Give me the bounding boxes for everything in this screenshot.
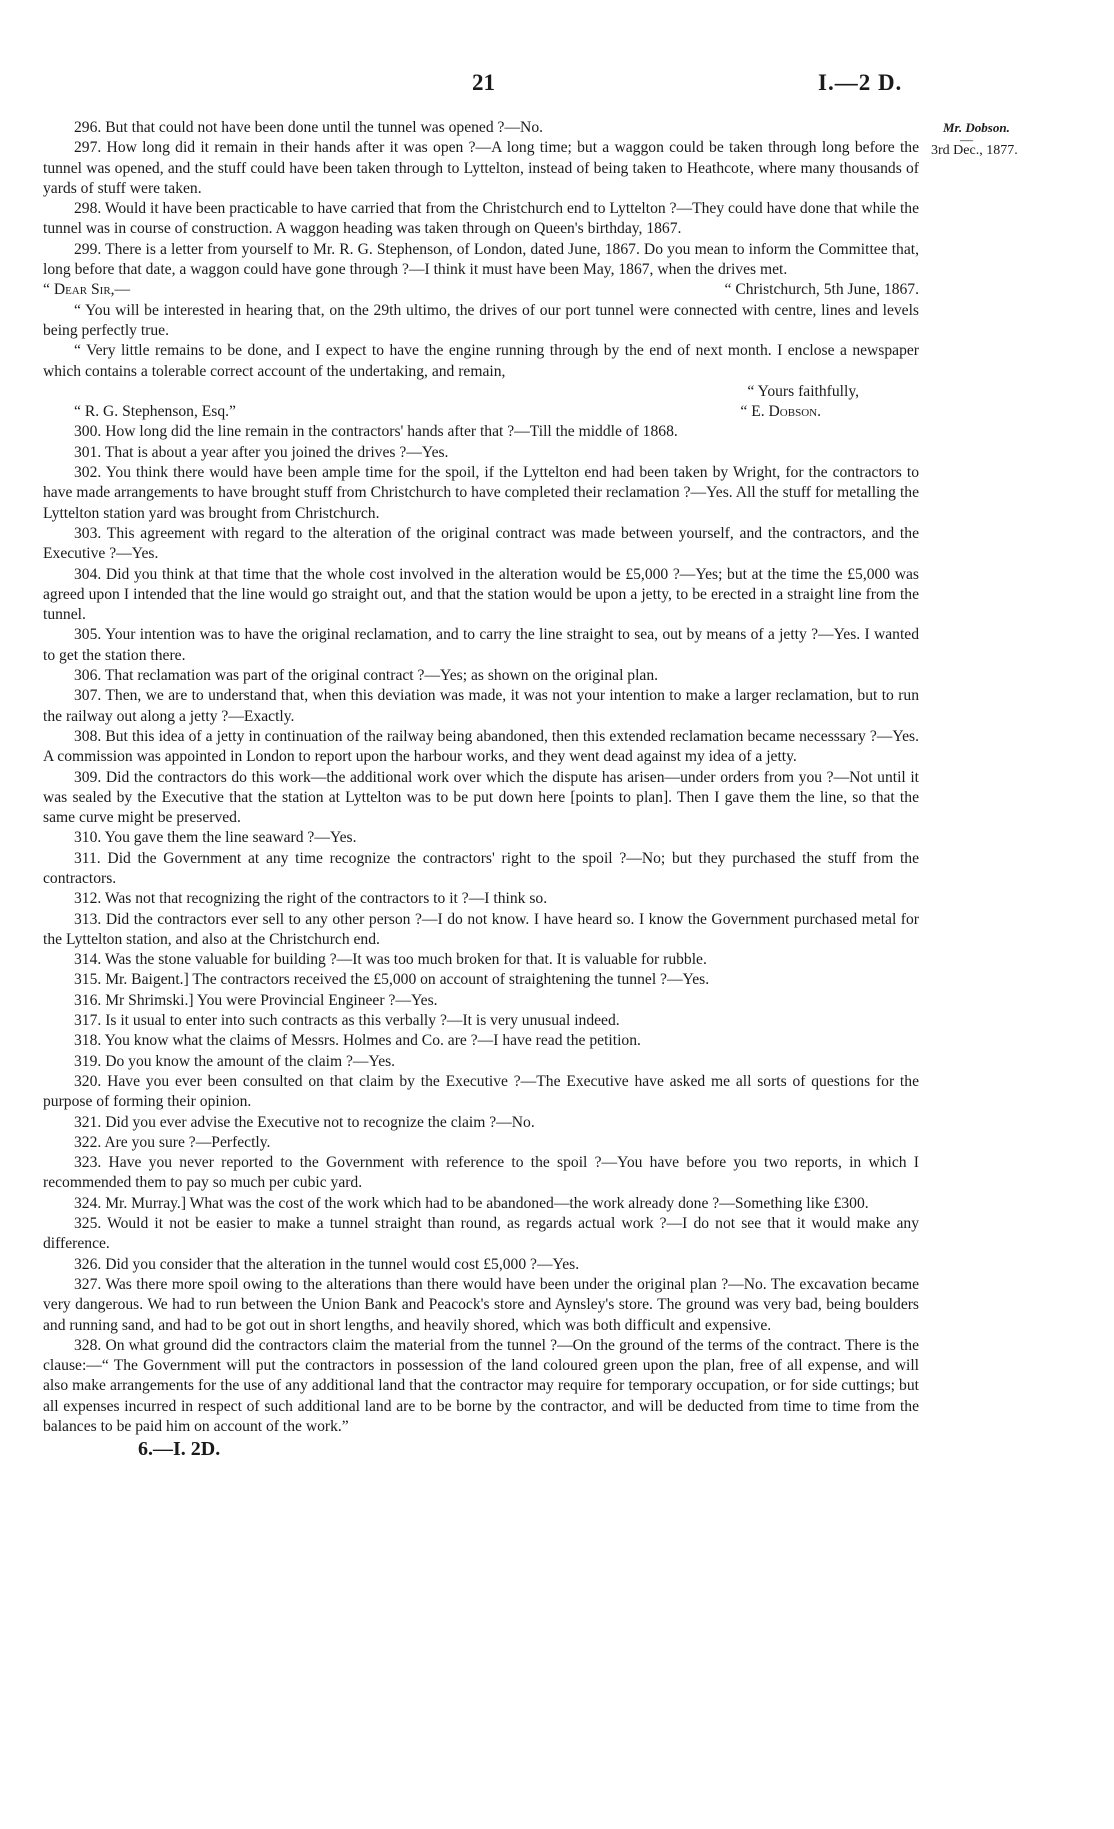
question-317: 317. Is it usual to enter into such contracts as this verbally ?—It is very unusual indeed. [74, 1012, 620, 1030]
page-number: 21 [472, 70, 495, 95]
letter-body-2: “ Very little remains to be done, and I expect to have the engine running through by the end of next month. I enclose a newspaper which contains a tolerable correct account of the undertaking, and remain, [43, 342, 919, 380]
question-327: 327. Was there more spoil owing to the alterations than there would have been under the original plan ?—No. The excavation became very dangerous. We had to run between the Union Bank and Peacock's store and Aynsley's store. The ground was very bad, being boulders and running sand, and had to be got out in short lengths, and heavily shored, which was both difficult and expensive. [43, 1275, 919, 1334]
question-301: 301. That is about a year after you joined the drives ?—Yes. [74, 443, 449, 461]
letter-addressee: “ R. G. Stephenson, Esq.” [74, 403, 236, 421]
evidence-body [43, 118, 919, 1460]
question-326: 326. Did you consider that the alteration in the tunnel would cost £5,000 ?—Yes. [74, 1255, 580, 1273]
letter-closing: “ Yours faithfully, [747, 382, 859, 400]
question-320: 320. Have you ever been consulted on that claim by the Executive ?—The Executive have asked me all sorts of questions for the purpose of forming their opinion. [43, 1072, 919, 1111]
question-322: 322. Are you sure ?—Perfectly. [74, 1133, 271, 1151]
question-314: 314. Was the stone valuable for building ?—It was too much broken for that. It is valuable for rubble. [74, 951, 707, 969]
paper-reference: I.—2 D. [818, 70, 903, 95]
question-306: 306. That reclamation was part of the original contract ?—Yes; as shown on the original plan. [74, 667, 659, 685]
question-321: 321. Did you ever advise the Executive not to recognize the claim ?—No. [74, 1113, 535, 1131]
question-297: 297. How long did it remain in their hands after it was open ?—A long time; but a waggon could be taken through long before the tunnel was opened, and the stuff could have been taken through to Lyttelton, instead of being taken to Heathcote, where many thousands of yards of stuff were taken. [43, 139, 919, 197]
question-328: 328. On what ground did the contractors claim the material from the tunnel ?—On the ground of the terms of the contract. There is the clause:—“ The Government will put the contractors in possession of the land coloured green upon the plan, free of all expense, and will also make arrangements for the use of any additional land that the contractor may require for temporary occupation, or for side cuttings; but all expenses incurred in respect of such additional land are to be borne by the contractor, and will be deducted from time to time from the balances to be paid him on account of the work.” [43, 1336, 919, 1435]
question-299: 299. There is a letter from yourself to Mr. R. G. Stephenson, of London, dated June, 1867. Do you mean to inform the Committee that, long before that date, a waggon could have gone through ?—I think it must have been May, 1867, when the drives met. [43, 240, 919, 279]
question-325: 325. Would it not be easier to make a tunnel straight than round, as regards actual work ?—I do not see that it would make any difference. [43, 1215, 919, 1253]
question-303: 303. This agreement with regard to the alteration of the original contract was made between yourself, and the contractors, and the Executive ?—Yes. [43, 524, 919, 563]
letter-signoff [43, 402, 919, 422]
question-311: 311. Did the Government at any time recognize the contractors' right to the spoil ?—No; but they purchased the stuff from the contractors. [43, 849, 919, 887]
question-302: 302. You think there would have been ample time for the spoil, if the Lyttelton end had been taken by Wright, for the contractors to have made arrangements to have brought stuff from Christchurch to have completed their reclamation ?—Yes. All the stuff for metalling the Lyttelton station yard was brought from Christchurch. [43, 464, 919, 522]
question-313: 313. Did the contractors ever sell to any other person ?—I do not know. I have heard so. I know the Government purchased metal for the Lyttelton station, and also at the Christchurch end. [43, 910, 919, 948]
question-316: 316. Mr Shrimski.] You were Provincial Engineer ?—Yes. [74, 991, 438, 1009]
question-308: 308. But this idea of a jetty in continuation of the railway being abandoned, then this extended reclamation became necesssary ?—Yes. A commission was appointed in London to report upon the harbour works, and they went dead against my idea of a jetty. [43, 727, 919, 766]
margin-witness-name: Mr. Dobson. [943, 120, 1010, 135]
margin-date: 3rd Dec., 1877. [931, 143, 1018, 158]
letter-body-1: “ You will be interested in hearing that, on the 29th ultimo, the drives of our port tunnel were connected with centre, lines and levels being perfectly true. [43, 301, 919, 339]
margin-dash: — [960, 132, 973, 147]
question-305: 305. Your intention was to have the original reclamation, and to carry the line straight to sea, out by means of a jetty ?—Yes. I wanted to get the station there. [43, 626, 919, 664]
question-296: 296. But that could not have been done until the tunnel was opened ?—No. [74, 119, 544, 136]
signature-mark: 6.—I. 2D. [138, 1438, 221, 1461]
letter-heading [43, 280, 919, 300]
question-298: 298. Would it have been practicable to have carried that from the Christchurch end to Lyttelton ?—They could have done that while the tunnel was in course of construction. A waggon heading was taken through on Queen's birthday, 1867. [43, 200, 920, 238]
question-315: 315. Mr. Baigent.] The contractors received the £5,000 on account of straightening the tunnel ?—Yes. [74, 971, 710, 989]
question-312: 312. Was not that recognizing the right of the contractors to it ?—I think so. [74, 890, 548, 908]
question-323: 323. Have you never reported to the Government with reference to the spoil ?—You have before you two reports, in which I recommended them to pay so much per cubic yard. [43, 1154, 919, 1192]
question-300: 300. How long did the line remain in the contractors' hands after that ?—Till the middle of 1868. [74, 423, 678, 441]
question-309: 309. Did the contractors do this work—the additional work over which the dispute has arisen—under orders from you ?—Not until it was sealed by the Executive that the station at Lyttelton was to be put down here [points to plan]. Then I gave them the line, so that the same curve might be preserved. [43, 768, 919, 827]
question-304: 304. Did you think at that time that the whole cost involved in the alteration would be £5,000 ?—Yes; but at the time the £5,000 was agreed upon I intended that the line would go straight out, and that the station would be upon a jetty, to be erected in a straight line from the tunnel. [43, 565, 919, 624]
letter-signature: “ E. Dobson. [740, 403, 821, 421]
letter-salutation: “ Dear Sir,— [43, 281, 131, 299]
question-324: 324. Mr. Murray.] What was the cost of the work which had to be abandoned—the work already done ?—Something like £300. [74, 1194, 869, 1212]
question-307: 307. Then, we are to understand that, when this deviation was made, it was not your intention to make a larger reclamation, but to run the railway out along a jetty ?—Exactly. [43, 687, 919, 725]
letter-place-date: “ Christchurch, 5th June, 1867. [724, 281, 919, 299]
question-318: 318. You know what the claims of Messrs. Holmes and Co. are ?—I have read the petition. [74, 1032, 641, 1050]
question-310: 310. You gave them the line seaward ?—Yes. [74, 829, 357, 847]
question-319: 319. Do you know the amount of the claim ?—Yes. [74, 1052, 396, 1070]
